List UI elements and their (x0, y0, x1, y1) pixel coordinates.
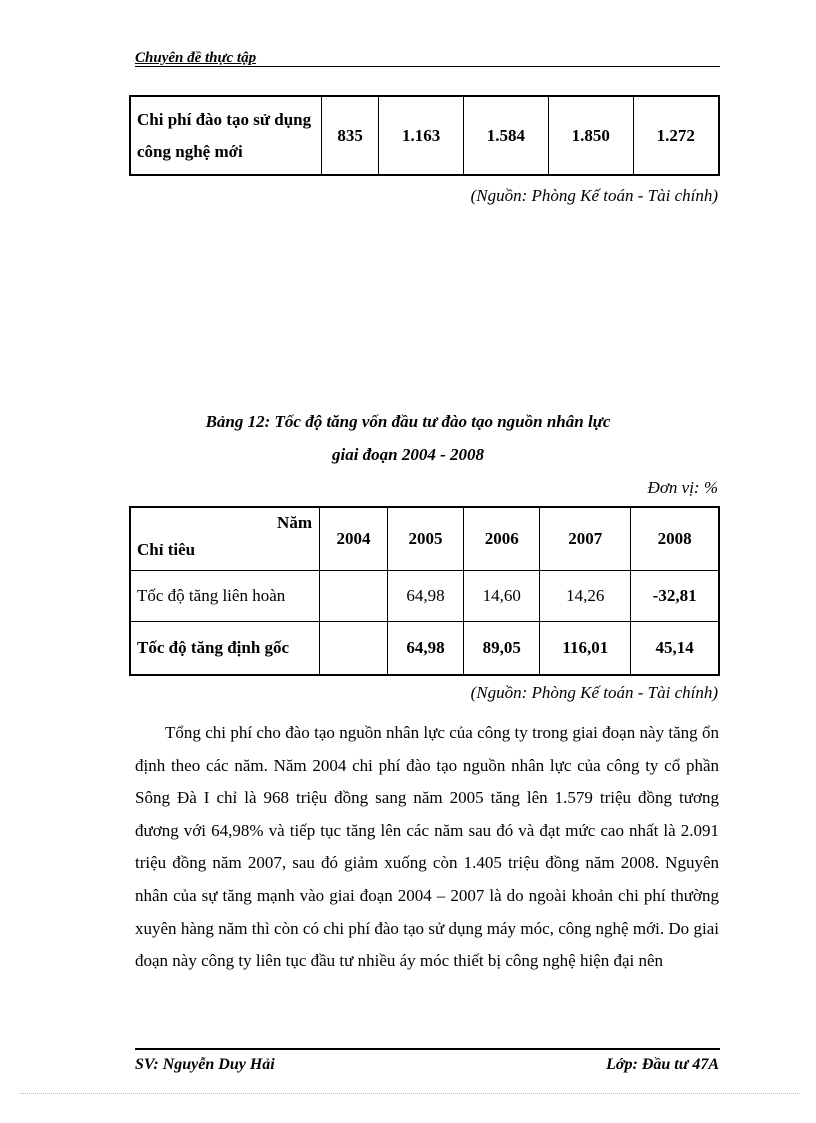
cell: 1.163 (379, 96, 464, 175)
year-header: 2007 (540, 507, 631, 571)
cell: 64,98 (387, 622, 463, 676)
table-header-row (130, 507, 719, 571)
corner-year-label: Năm (277, 513, 312, 532)
header-title: Chuyên đề thực tập (135, 50, 257, 66)
cell: 64,98 (387, 571, 463, 622)
cell: 835 (322, 96, 379, 175)
footer-divider (135, 1048, 720, 1050)
table-row (130, 96, 719, 175)
year-header: 2006 (464, 507, 540, 571)
year-header: 2008 (631, 507, 719, 571)
body-paragraph: Tổng chi phí cho đào tạo nguồn nhân lực của công ty trong giai đoạn này tăng ổn định theo các năm. Năm 2004 chi phí đào tạo nguồn nhân lực của công ty cổ phần Sông Đà I chỉ là 968 triệu đồng sang năm 2005 tăng lên 1.579 triệu đồng tương đương với 64,98% và tiếp tục tăng lên các năm sau đó và đạt mức cao nhất là 2.091 triệu đồng năm 2007, sau đó giảm xuống còn 1.405 triệu đồng năm 2008. Nguyên nhân của sự tăng mạnh vào giai đoạn 2004 – 2007 là do ngoài khoản chi phí thường xuyên hàng năm thì còn có chi phí đào tạo sử dụng máy móc, công nghệ mới. Do giai đoạn này công ty liên tục đầu tư nhiều áy móc thiết bị công nghệ hiện đại nên (135, 723, 719, 971)
cell: 1.272 (633, 96, 719, 175)
page-header (135, 50, 720, 67)
cell: 14,60 (464, 571, 540, 622)
cell: 116,01 (540, 622, 631, 676)
cell (320, 571, 388, 622)
footer-class: Lớp: Đầu tư 47A (606, 1056, 719, 1073)
cell: 1.584 (464, 96, 549, 175)
page-edge-divider (20, 1093, 800, 1094)
source-note: (Nguồn: Phòng Kế toán - Tài chính) (470, 186, 718, 205)
cell: 89,05 (464, 622, 540, 676)
table-continued (129, 95, 720, 176)
table-row (130, 622, 719, 676)
year-header: 2005 (387, 507, 463, 571)
table-row (130, 571, 719, 622)
corner-indicator-label: Chỉ tiêu (137, 540, 196, 559)
growth-table (129, 506, 720, 676)
cell: 45,14 (631, 622, 719, 676)
source-note: (Nguồn: Phòng Kế toán - Tài chính) (470, 683, 718, 702)
row-label: Tốc độ tăng định gốc (130, 622, 320, 676)
row-label: Chi phí đào tạo sử dụng công nghệ mới (130, 96, 322, 175)
year-header: 2004 (320, 507, 388, 571)
unit-label: Đơn vị: % (647, 478, 718, 497)
cell: 14,26 (540, 571, 631, 622)
row-label: Tốc độ tăng liên hoàn (130, 571, 320, 622)
table-caption-line1: Bảng 12: Tốc độ tăng vốn đầu tư đào tạo nguồn nhân lực (205, 412, 611, 431)
cell (320, 622, 388, 676)
table-caption-line2: giai đoạn 2004 - 2008 (331, 445, 485, 464)
cell: -32,81 (631, 571, 719, 622)
corner-cell (130, 507, 320, 571)
footer-student: SV: Nguyễn Duy Hải (135, 1056, 275, 1073)
cell: 1.850 (548, 96, 633, 175)
